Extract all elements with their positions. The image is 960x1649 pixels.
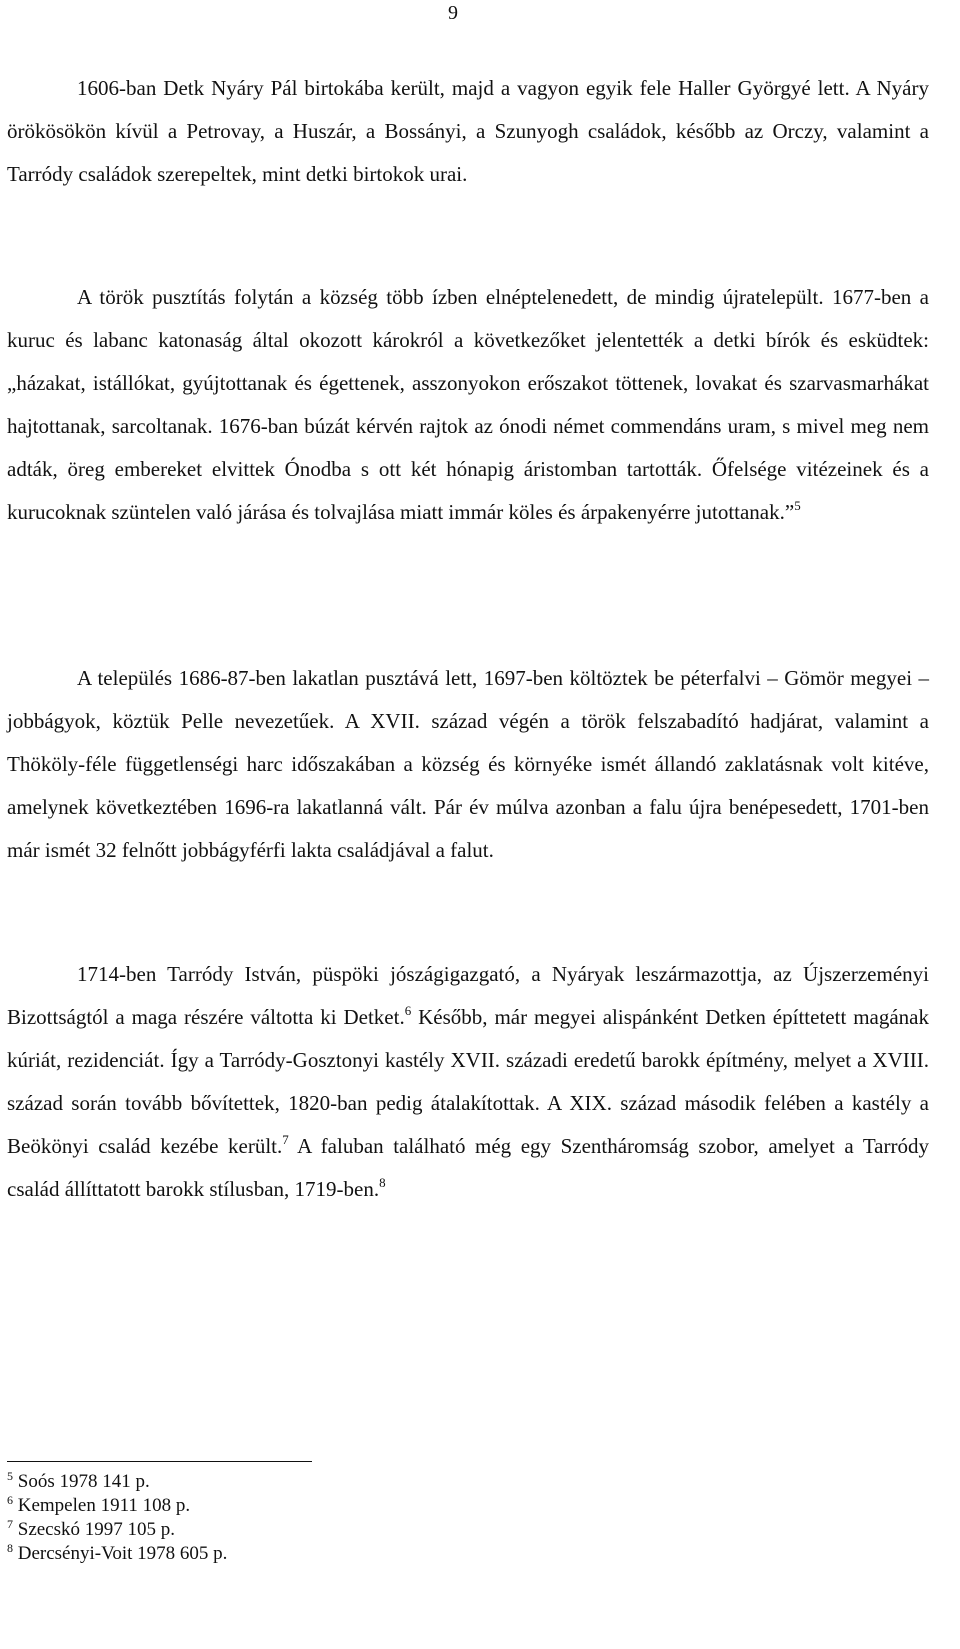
footnote-item <box>7 1542 227 1566</box>
paragraph-1-text: 1606-ban Detk Nyáry Pál birtokába került, majd a vagyon egyik fele Haller Györgyé lett. A Nyáry örökösökön kívül a Petrovay, a Huszár, a Bossányi, a Szunyogh családok, később az Orczy, valamint a Tarródy családok szerepeltek, mint detki birtokok urai. <box>7 76 929 186</box>
footnote-ref: 7 <box>282 1132 289 1147</box>
paragraph-3 <box>7 657 929 872</box>
footnote-number: 6 <box>7 1493 13 1507</box>
paragraph-3-text: A település 1686-87-ben lakatlan pusztává lett, 1697-ben költöztek be péterfalvi – Gömör megyei – jobbágyok, köztük Pelle nevezetűek. A XVII. század végén a török felszabadító hadjárat, valamint a Thököly-féle függetlenségi harc időszakában a község és környéke ismét állandó zaklatásnak volt kitéve, amelynek következtében 1696-ra lakatlanná vált. Pár év múlva azonban a falu újra benépesedett, 1701-ben már ismét 32 felnőtt jobbágyférfi lakta családjával a falut. <box>7 666 929 862</box>
paragraph-4-text-part1: 1714-ben Tarródy István, püspöki jószágigazgató, a Nyáryak leszármazottja, az Újszerzeményi Bizottságtól a maga részére váltotta ki Detket. <box>7 962 929 1029</box>
paragraph-1 <box>7 67 929 196</box>
footnote-divider <box>7 1461 312 1462</box>
footnote-text: Szecskó 1997 105 p. <box>17 1519 176 1540</box>
footnotes <box>7 1470 227 1566</box>
footnote-ref: 6 <box>404 1003 412 1018</box>
paragraph-4-text-part3: A faluban található még egy Szentháromság szobor, amelyet a Tarródy család állíttatott barokk stílusban, 1719-ben. <box>7 1134 929 1201</box>
footnote-item <box>7 1494 227 1518</box>
footnote-item <box>7 1518 227 1542</box>
footnote-item <box>7 1470 227 1494</box>
footnote-text: Dercsényi-Voit 1978 605 p. <box>17 1543 228 1564</box>
footnote-text: Soós 1978 141 p. <box>17 1471 150 1492</box>
footnote-number: 7 <box>7 1517 13 1531</box>
paragraph-2-text: A török pusztítás folytán a község több ízben elnéptelenedett, de mindig újratelepült. 1677-ben a kuruc és labanc katonaság által okozott károkról a következőket jelentették a detki bírók és esküdtek: „házakat, istállókat, gyújtottanak és égettenek, asszonyokon erőszakot töttenek, lovakat és szarvasmarhákat hajtottanak, sarcoltanak. 1676-ban búzát kérvén rajtok az ónodi német commendáns uram, s mivel meg nem adták, öreg embereket elvittek Ónodba s ott két hónapig áristomban tartották. Őfelsége vitézeinek és a kurucoknak szüntelen való járása és tolvajlása miatt immár köles és árpakenyérre jutottanak.” <box>7 285 929 524</box>
footnote-number: 5 <box>7 1469 13 1483</box>
footnote-ref: 8 <box>379 1175 386 1190</box>
footnote-text: Kempelen 1911 108 p. <box>17 1495 191 1516</box>
paragraph-4 <box>7 953 929 1211</box>
page-number: 9 <box>448 2 458 24</box>
paragraph-4-text-part2: Később, már megyei alispánként Detken építtetett magának kúriát, rezidenciát. Így a Tarródy-Gosztonyi kastély XVII. századi eredetű barokk építmény, melyet a XVIII. század során tovább bővítettek, 1820-ban pedig átalakítottak. A XIX. század második felében a kastély a Beökönyi család kezébe került. <box>7 1005 929 1158</box>
footnote-ref: 5 <box>794 498 801 513</box>
paragraph-2 <box>7 276 929 534</box>
footnote-number: 8 <box>7 1541 13 1555</box>
